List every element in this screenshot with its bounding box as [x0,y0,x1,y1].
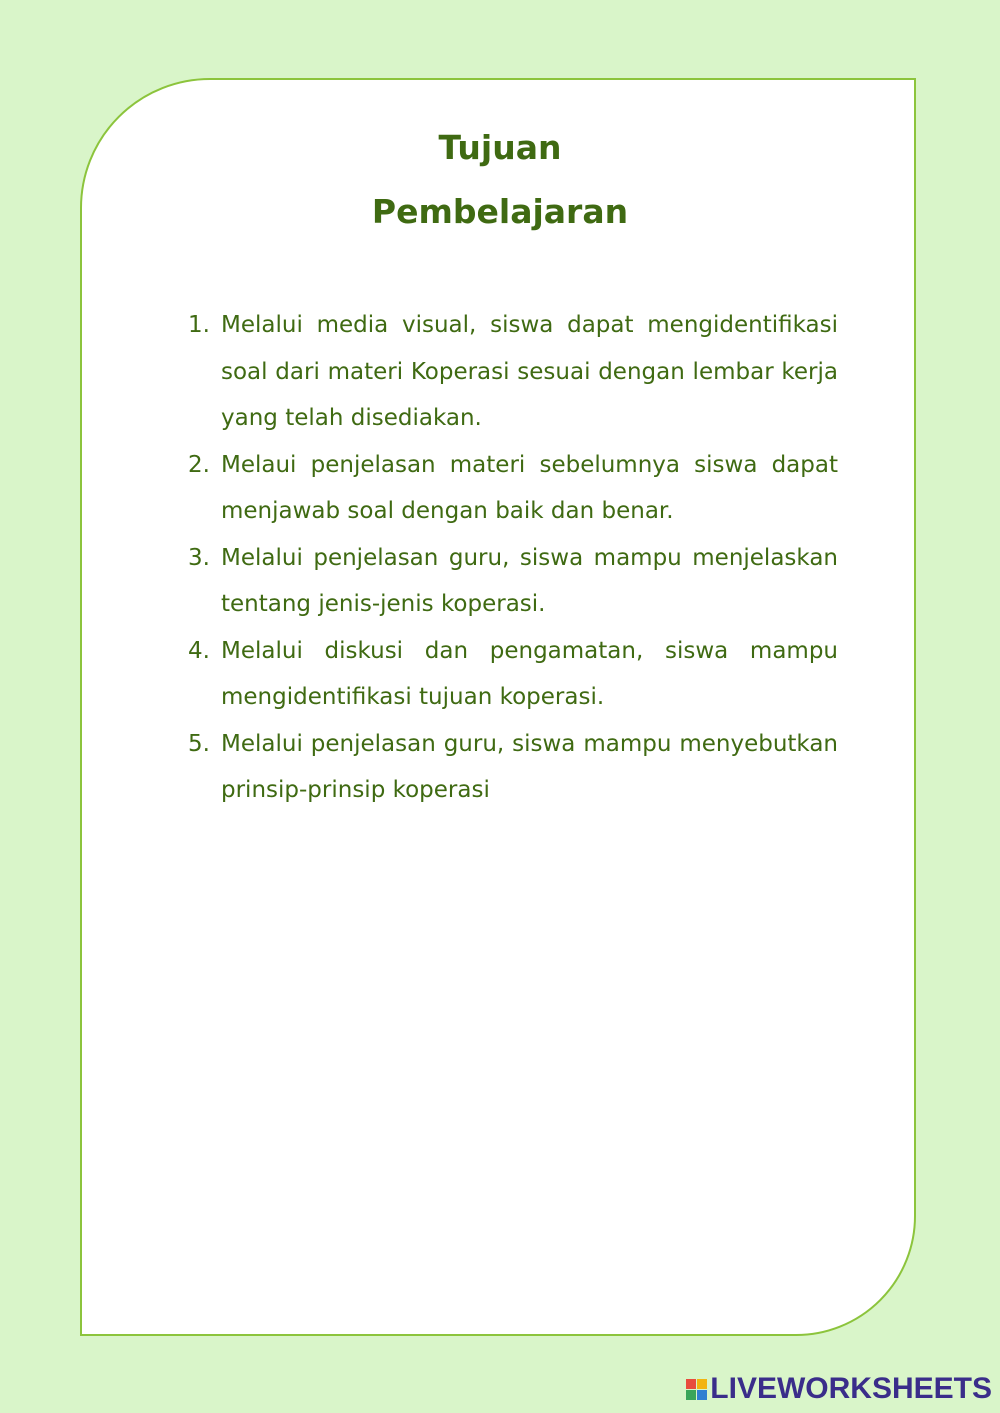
item-text: Melalui penjelasan guru, siswa mampu menjelaskan tentang jenis-jenis koperasi. [221,544,838,617]
page-title-line-2: Pembelajaran [371,192,629,231]
logo-text: LIVEWORKSHEETS [710,1372,992,1405]
liveworksheets-logo [686,1369,992,1409]
item-text: Melaui penjelasan materi sebelumnya siswa dapat menjawab soal dengan baik dan benar. [221,451,838,524]
item-number: 5. [188,730,210,757]
item-number: 3. [188,544,210,571]
list-item [188,535,838,628]
item-text: Melalui penjelasan guru, siswa mampu menyebutkan prinsip-prinsip koperasi [221,730,838,803]
item-text: Melalui diskusi dan pengamatan, siswa mampu mengidentifikasi tujuan koperasi. [221,637,838,710]
item-number: 2. [188,451,210,478]
item-text: Melalui media visual, siswa dapat mengidentifikasi soal dari materi Koperasi sesuai dengan lembar kerja yang telah disediakan. [221,312,838,431]
list-item [188,442,838,535]
item-number: 1. [188,312,210,338]
list-item [188,721,838,814]
page-title-line-1: Tujuan [438,128,562,167]
objectives-list [188,302,838,814]
logo-blocks-icon [686,1379,707,1400]
list-item [188,628,838,721]
item-number: 4. [188,637,210,664]
list-item [188,302,838,442]
